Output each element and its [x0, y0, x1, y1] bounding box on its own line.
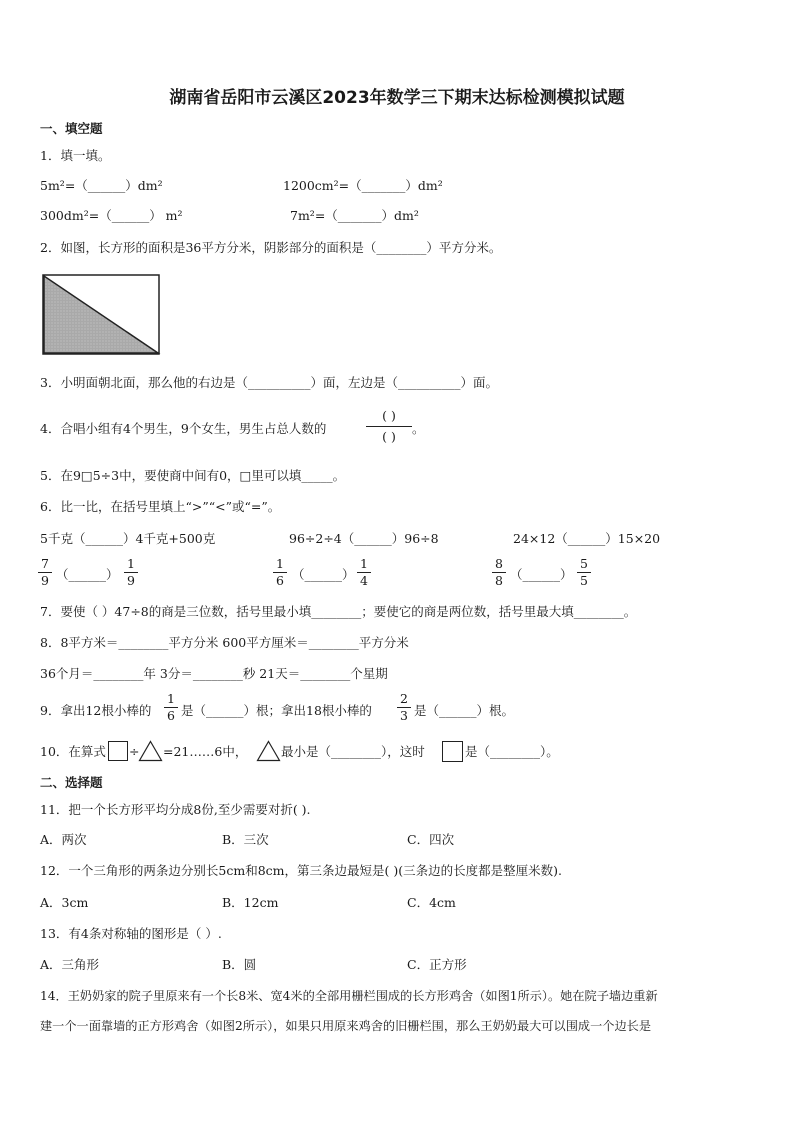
- question-9-part-a: 9．拿出12根小棒的: [40, 703, 152, 718]
- q1-item-d: 7m²=（_______）dm²: [290, 208, 419, 223]
- section-heading-choice: 二、选择题: [40, 775, 103, 790]
- question-5: 5．在9□5÷3中，要使商中间有0，□里可以填_____。: [40, 468, 346, 483]
- q9-fraction-2-3: [397, 692, 411, 723]
- denominator: 6: [276, 573, 284, 588]
- question-6-stem: 6．比一比，在括号里填上“>”“<”或“=”。: [40, 499, 281, 514]
- question-14-line-2: 建一个一面靠墙的正方形鸡舍（如图2所示），如果只用原来鸡舍的旧栅栏围，那么王奶奶最大可以围成一个边长是: [40, 1019, 652, 1033]
- question-10-part-c: 最小是（________），这时: [281, 744, 425, 759]
- question-10-part-b: =21……6中，: [163, 744, 248, 759]
- q1-item-c: 300dm²=（______） m²: [40, 208, 183, 223]
- q6-row1-b: 96÷2÷4（______）96÷8: [289, 531, 439, 546]
- q11-option-b: B．三次: [222, 832, 269, 847]
- question-8-line-1: 8．8平方米＝________平方分米 600平方厘米＝________平方分米: [40, 635, 409, 650]
- q6-row1-a: 5千克（______）4千克+500克: [40, 531, 216, 546]
- question-9-part-c: 是（______）根。: [414, 703, 515, 718]
- numerator: 2: [400, 691, 408, 706]
- q6-fraction-1-4: [357, 557, 371, 588]
- page-title: 湖南省岳阳市云溪区2023年数学三下期末达标检测模拟试题: [169, 88, 625, 108]
- denominator: 3: [400, 708, 408, 723]
- denominator: 8: [495, 573, 503, 588]
- denominator: 9: [41, 573, 49, 588]
- q6-row1-c: 24×12（______）15×20: [513, 531, 661, 546]
- q4-blank-fraction: [366, 407, 412, 446]
- q6-blank-1: （______）: [56, 567, 119, 582]
- q6-fraction-7-9: [38, 557, 52, 588]
- square-blank-icon: [442, 741, 463, 762]
- numerator: 7: [41, 556, 49, 571]
- question-7: 7．要使（ ）47÷8的商是三位数，括号里最小填________；要使它的商是两位数，括号里最大填________。: [40, 604, 637, 619]
- question-8-line-2: 36个月＝________年 3分＝________秒 21天＝________个星期: [40, 666, 388, 681]
- q6-fraction-1-9: [124, 557, 138, 588]
- q4-end: 。: [412, 421, 425, 436]
- question-14-line-1: 14．王奶奶家的院子里原来有一个长8米、宽4米的全部用栅栏围成的长方形鸡舍（如图1所示）。她在院子墙边重新: [40, 989, 658, 1003]
- question-13-stem: 13．有4条对称轴的图形是（ ）.: [40, 926, 222, 941]
- numerator: 8: [495, 556, 503, 571]
- denominator: 4: [360, 573, 368, 588]
- q1-item-b: 1200cm²=（_______）dm²: [283, 178, 443, 193]
- question-1-stem: 1．填一填。: [40, 148, 111, 163]
- numerator: 1: [276, 556, 284, 571]
- denominator: 6: [167, 708, 175, 723]
- question-12-stem: 12．一个三角形的两条边分别长5cm和8cm，第三条边最短是( )(三条边的长度都是整厘米数).: [40, 863, 562, 878]
- numerator: 5: [580, 556, 588, 571]
- q11-option-a: A．两次: [40, 832, 87, 847]
- numerator: 1: [360, 556, 368, 571]
- question-3: 3．小明面朝北面，那么他的右边是（__________）面，左边是（__________）面。: [40, 375, 498, 390]
- triangle-blank-icon: [256, 740, 281, 762]
- q13-option-a: A．三角形: [40, 957, 100, 972]
- q13-option-c: C．正方形: [407, 957, 467, 972]
- q10-divide-sign: ÷: [129, 744, 140, 759]
- q13-option-b: B．圆: [222, 957, 257, 972]
- question-10-part-d: 是（________）。: [465, 744, 559, 759]
- q6-fraction-5-5: [577, 557, 591, 588]
- q1-item-a: 5m²=（______）dm²: [40, 178, 163, 193]
- triangle-blank-icon: [138, 740, 163, 762]
- q4-denominator: ( ): [382, 429, 396, 444]
- q4-numerator: ( ): [382, 408, 396, 423]
- q9-fraction-1-6: [164, 692, 178, 723]
- q6-fraction-8-8: [492, 557, 506, 588]
- q6-blank-2: （______）: [292, 567, 355, 582]
- denominator: 5: [580, 573, 588, 588]
- square-blank-icon: [108, 741, 128, 761]
- question-4-stem: 4．合唱小组有4个男生，9个女生，男生占总人数的: [40, 421, 327, 436]
- numerator: 1: [127, 556, 135, 571]
- q6-fraction-1-6: [273, 557, 287, 588]
- section-heading-fill: 一、填空题: [40, 121, 103, 136]
- rectangle-triangle-figure: [42, 274, 162, 356]
- q12-option-c: C．4cm: [407, 895, 456, 910]
- q6-blank-3: （______）: [510, 567, 573, 582]
- q12-option-a: A．3cm: [40, 895, 89, 910]
- question-11-stem: 11．把一个长方形平均分成8份,至少需要对折( ).: [40, 802, 311, 817]
- numerator: 1: [167, 691, 175, 706]
- question-2: 2．如图，长方形的面积是36平方分米，阴影部分的面积是（________）平方分米。: [40, 240, 502, 255]
- q12-option-b: B．12cm: [222, 895, 279, 910]
- denominator: 9: [127, 573, 135, 588]
- question-10-part-a: 10．在算式: [40, 744, 106, 759]
- q11-option-c: C．四次: [407, 832, 455, 847]
- question-9-part-b: 是（______）根；拿出18根小棒的: [181, 703, 372, 718]
